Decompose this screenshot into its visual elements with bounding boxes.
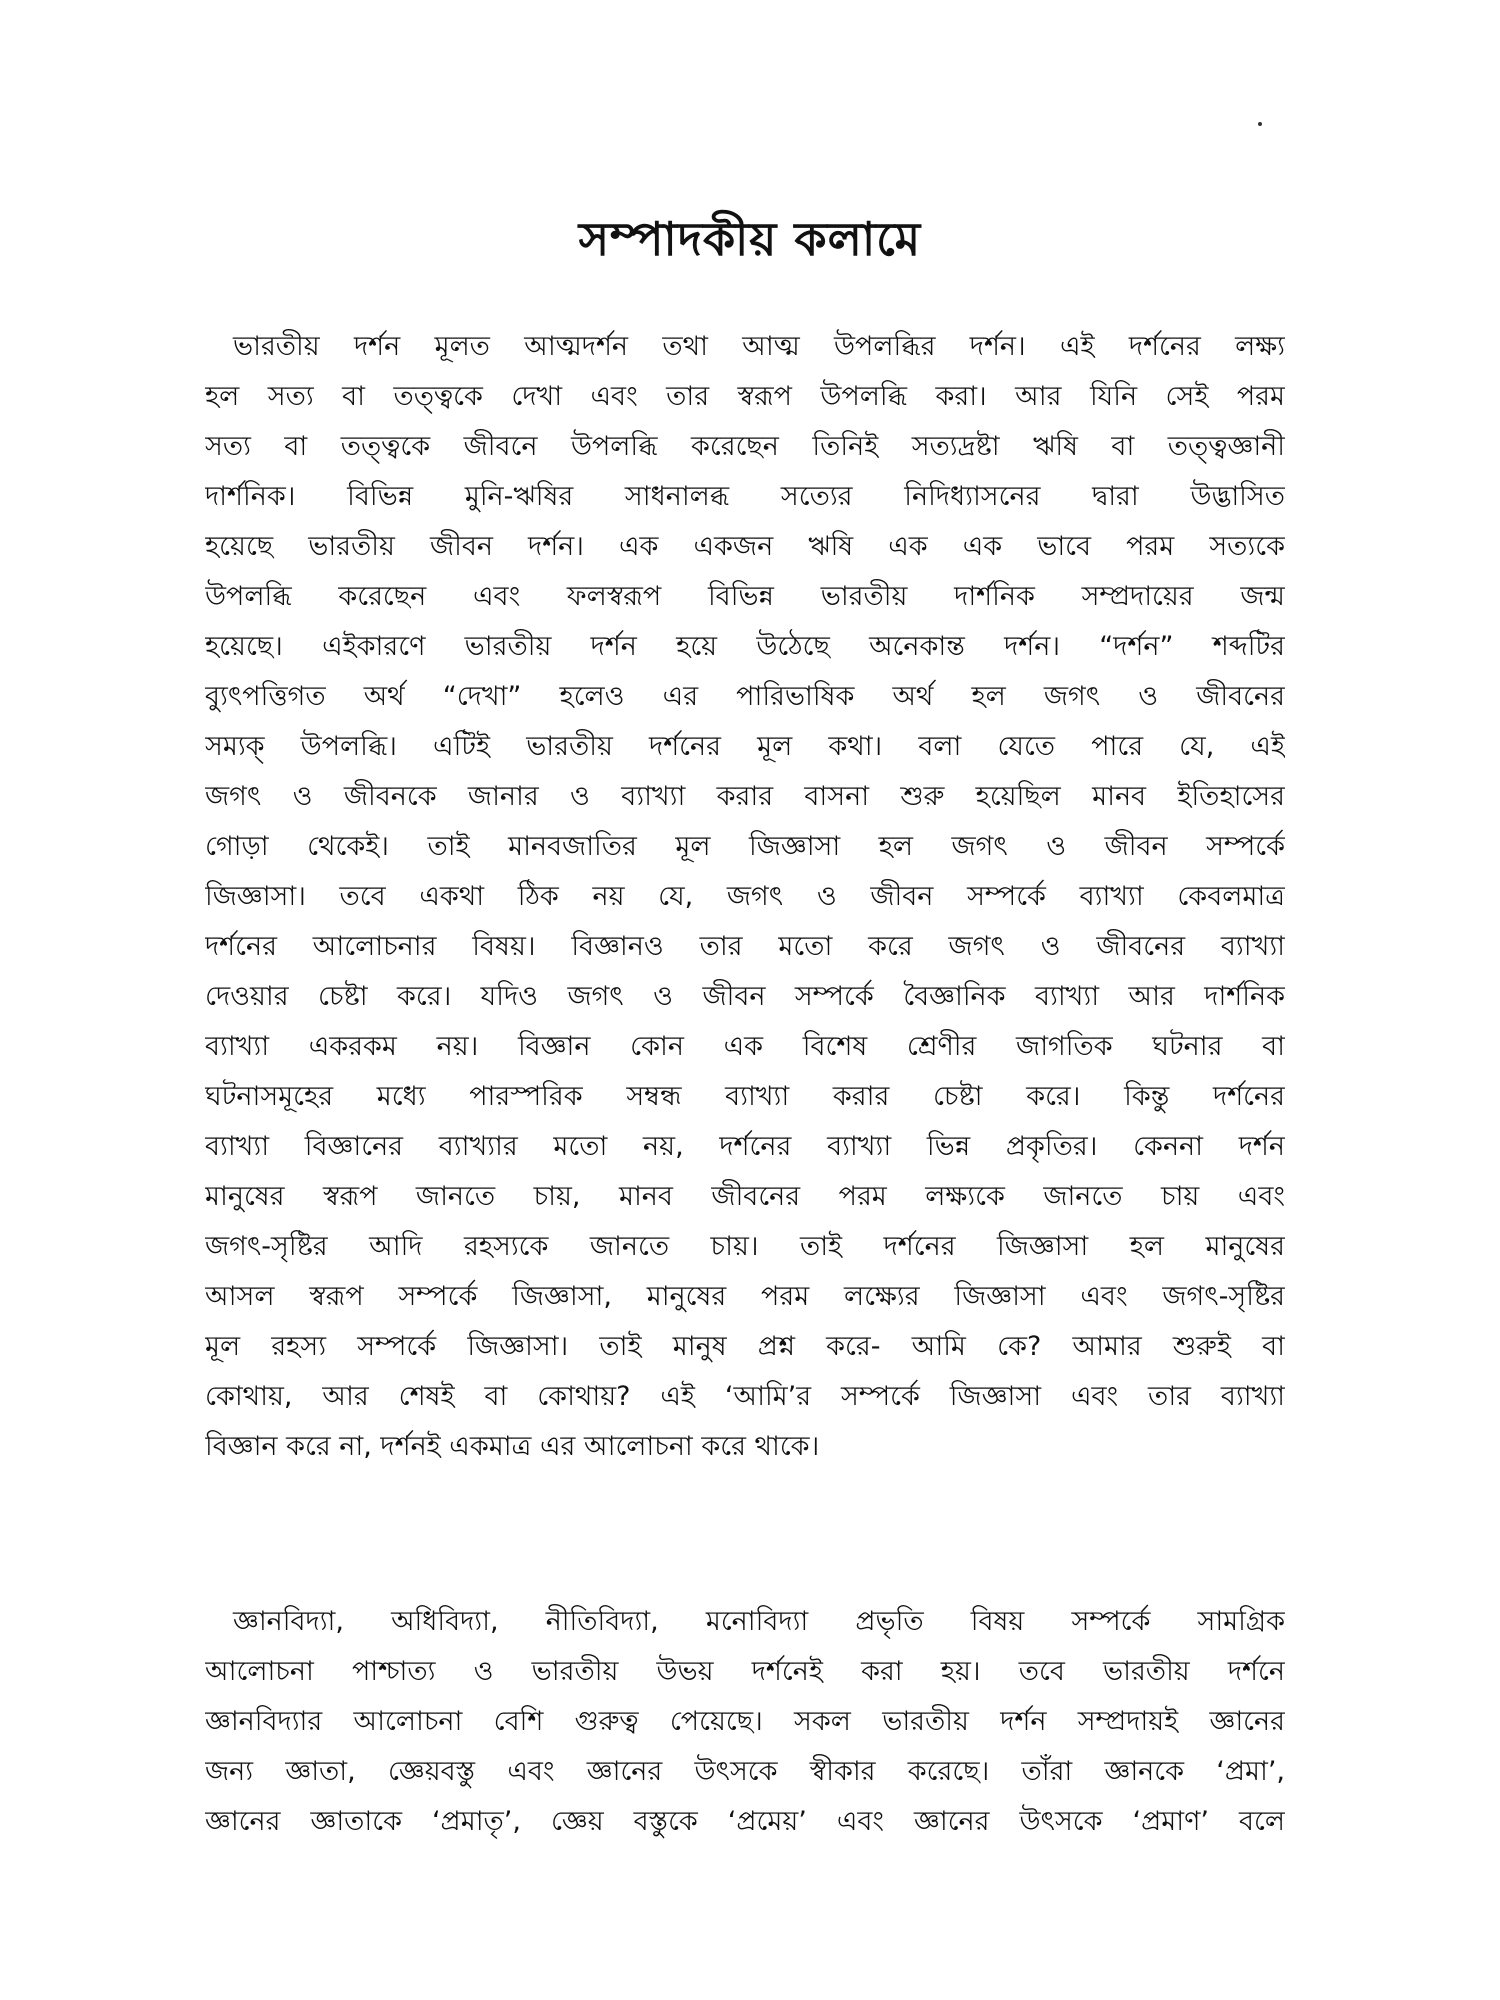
paragraph-1 [205, 322, 1285, 1472]
text-line: হয়েছে ভারতীয় জীবন দর্শন। এক একজন ঋষি এক এক ভাবে পরম সত্যকে [205, 531, 1285, 562]
text-line: মানুষের স্বরূপ জানতে চায়, মানব জীবনের পরম লক্ষ্যকে জানতে চায় এবং [205, 1181, 1285, 1212]
text-line: জগৎ ও জীবনকে জানার ও ব্যাখ্যা করার বাসনা শুরু হয়েছিল মানব ইতিহাসের [205, 781, 1285, 812]
text-line: দর্শনের আলোচনার বিষয়। বিজ্ঞানও তার মতো করে জগৎ ও জীবনের ব্যাখ্যা [205, 931, 1285, 962]
page-speck [1258, 122, 1262, 126]
text-line: ব্যুৎপত্তিগত অর্থ “দেখা” হলেও এর পারিভাষিক অর্থ হল জগৎ ও জীবনের [205, 681, 1285, 712]
text-line: ভারতীয় দর্শন মূলত আত্মদর্শন তথা আত্ম উপলব্ধির দর্শন। এই দর্শনের লক্ষ্য [233, 331, 1285, 362]
text-line: মূল রহস্য সম্পর্কে জিজ্ঞাসা। তাই মানুষ প্রশ্ন করে- আমি কে? আমার শুরুই বা [205, 1331, 1285, 1362]
text-line: গোড়া থেকেই। তাই মানবজাতির মূল জিজ্ঞাসা হল জগৎ ও জীবন সম্পর্কে [205, 831, 1285, 862]
text-line: দেওয়ার চেষ্টা করে। যদিও জগৎ ও জীবন সম্পর্কে বৈজ্ঞানিক ব্যাখ্যা আর দার্শনিক [205, 981, 1285, 1012]
paragraph-2 [205, 1597, 1285, 1847]
text-line: হল সত্য বা তত্ত্বকে দেখা এবং তার স্বরূপ উপলব্ধি করা। আর যিনি সেই পরম [205, 381, 1285, 412]
text-line: হয়েছে। এইকারণে ভারতীয় দর্শন হয়ে উঠেছে অনেকান্ত দর্শন। “দর্শন” শব্দটির [205, 631, 1285, 662]
text-line: আলোচনা পাশ্চাত্য ও ভারতীয় উভয় দর্শনেই করা হয়। তবে ভারতীয় দর্শনে [205, 1656, 1285, 1687]
text-line: বিজ্ঞান করে না, দর্শনই একমাত্র এর আলোচনা করে থাকে। [205, 1431, 820, 1462]
text-line: জিজ্ঞাসা। তবে একথা ঠিক নয় যে, জগৎ ও জীবন সম্পর্কে ব্যাখ্যা কেবলমাত্র [205, 881, 1285, 912]
text-line: জ্ঞানের জ্ঞাতাকে ‘প্রমাতৃ’, জ্ঞেয় বস্তুকে ‘প্রমেয়’ এবং জ্ঞানের উৎসকে ‘প্রমাণ’ বলে [205, 1806, 1285, 1837]
text-line: কোথায়, আর শেষই বা কোথায়? এই ‘আমি’র সম্পর্কে জিজ্ঞাসা এবং তার ব্যাখ্যা [205, 1381, 1285, 1412]
text-line: ব্যাখ্যা বিজ্ঞানের ব্যাখ্যার মতো নয়, দর্শনের ব্যাখ্যা ভিন্ন প্রকৃতির। কেননা দর্শন [205, 1131, 1285, 1162]
text-line: ব্যাখ্যা একরকম নয়। বিজ্ঞান কোন এক বিশেষ শ্রেণীর জাগতিক ঘটনার বা [205, 1031, 1285, 1062]
text-line: জ্ঞানবিদ্যার আলোচনা বেশি গুরুত্ব পেয়েছে। সকল ভারতীয় দর্শন সম্প্রদায়ই জ্ঞানের [205, 1706, 1285, 1737]
text-line: সম্যক্ উপলব্ধি। এটিই ভারতীয় দর্শনের মূল কথা। বলা যেতে পারে যে, এই [205, 731, 1285, 762]
text-line: উপলব্ধি করেছেন এবং ফলস্বরূপ বিভিন্ন ভারতীয় দার্শনিক সম্প্রদায়ের জন্ম [205, 581, 1285, 612]
text-line: ঘটনাসমূহের মধ্যে পারস্পরিক সম্বন্ধ ব্যাখ্যা করার চেষ্টা করে। কিন্তু দর্শনের [205, 1081, 1285, 1112]
text-line: আসল স্বরূপ সম্পর্কে জিজ্ঞাসা, মানুষের পরম লক্ষ্যের জিজ্ঞাসা এবং জগৎ-সৃষ্টির [205, 1281, 1285, 1312]
text-line: দার্শনিক। বিভিন্ন মুনি-ঋষির সাধনালব্ধ সত্যের নিদিধ্যাসনের দ্বারা উদ্ভাসিত [205, 481, 1285, 512]
text-line: জগৎ-সৃষ্টির আদি রহস্যকে জানতে চায়। তাই দর্শনের জিজ্ঞাসা হল মানুষের [205, 1231, 1285, 1262]
text-line: জ্ঞানবিদ্যা, অধিবিদ্যা, নীতিবিদ্যা, মনোবিদ্যা প্রভৃতি বিষয় সম্পর্কে সামগ্রিক [233, 1606, 1285, 1637]
text-line: জন্য জ্ঞাতা, জ্ঞেয়বস্তু এবং জ্ঞানের উৎসকে স্বীকার করেছে। তাঁরা জ্ঞানকে ‘প্রমা’, [205, 1756, 1285, 1787]
text-line: সত্য বা তত্ত্বকে জীবনে উপলব্ধি করেছেন তিনিই সত্যদ্রষ্টা ঋষি বা তত্ত্বজ্ঞানী [205, 431, 1285, 462]
page-title: সম্পাদকীয় কলামে [578, 212, 922, 266]
